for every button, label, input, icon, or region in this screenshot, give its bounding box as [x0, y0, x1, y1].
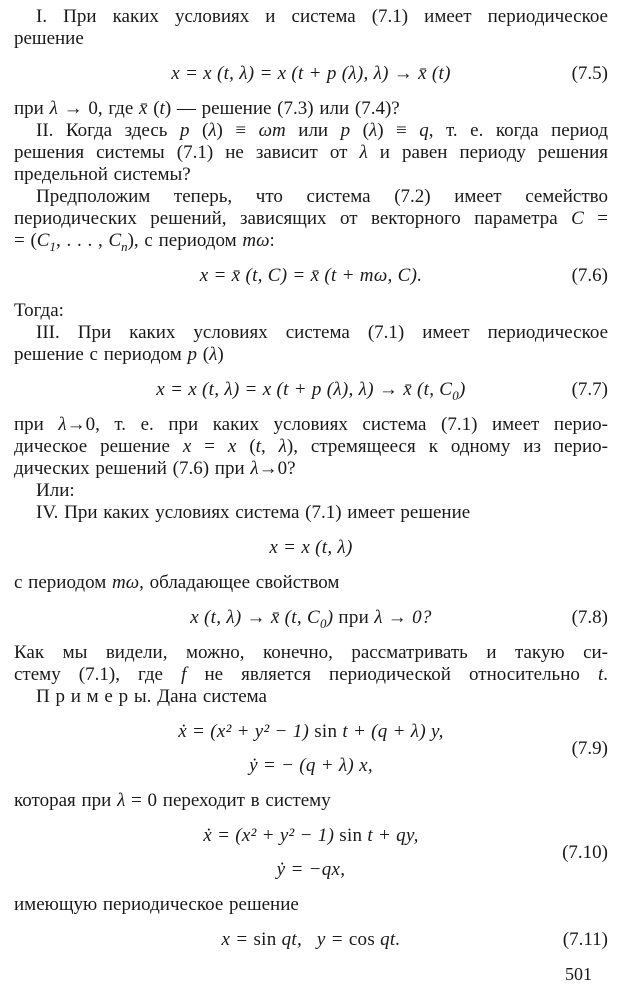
equation-number: (7.7)	[571, 379, 608, 400]
text-line: при λ→0, т. е. при каких условиях система (7.1) имеет перио-	[14, 414, 608, 435]
paragraph	[14, 894, 608, 916]
formula-math: x = x̄ (t, C) = x̄ (t + mω, C).	[199, 265, 423, 286]
display-formula	[14, 721, 608, 777]
equation-number: (7.8)	[571, 607, 608, 628]
display-formula	[14, 929, 608, 951]
formula-math: ẏ = − (q + λ) x,	[249, 755, 373, 776]
paragraph	[14, 186, 608, 252]
text-line: стему (7.1), где f не является периодической относительно t.	[14, 664, 609, 685]
page-number: 501	[565, 964, 592, 984]
formula-math: ẋ = (x² + y² − 1) sin t + (q + λ) y,	[178, 721, 444, 742]
text-line: решение	[14, 28, 84, 49]
formula-math: ẋ = (x² + y² − 1) sin t + qy,	[203, 825, 419, 846]
text-line: II. Когда здесь p (λ) ≡ ωm или p (λ) ≡ q, т. е. когда период	[36, 120, 608, 141]
paragraph	[14, 98, 608, 120]
formula-math: x = sin qt, y = cos qt.	[221, 929, 401, 950]
paragraph	[14, 502, 608, 524]
paragraph	[14, 480, 608, 502]
equation-number: (7.5)	[571, 63, 608, 84]
equation-number: (7.11)	[562, 929, 608, 950]
text-line: Предположим теперь, что система (7.2) имеет семейство	[36, 186, 608, 207]
paragraph	[14, 642, 608, 686]
text-line: с периодом mω, обладающее свойством	[14, 572, 340, 593]
display-formula	[14, 825, 608, 881]
text-line: решения системы (7.1) не зависит от λ и равен периоду решения	[14, 142, 608, 163]
paragraph	[14, 572, 608, 594]
text-line: Тогда:	[14, 300, 64, 321]
text-line: I. При каких условиях и система (7.1) имеет периодическое	[36, 6, 608, 27]
text-line: III. При каких условиях система (7.1) имеет периодическое	[36, 322, 608, 343]
text-line: = ($C_1$, . . . , $C_n$), с периодом mω:	[14, 230, 275, 254]
display-formula	[14, 63, 608, 85]
equation-number: (7.9)	[571, 738, 608, 759]
text-line: П р и м е р ы. Дана система	[36, 686, 267, 707]
text-line: при λ → 0, где x̄ (t) — решение (7.3) или (7.4)?	[14, 98, 400, 119]
paragraph	[14, 6, 608, 50]
formula-math: x = x (t, λ)	[269, 537, 353, 558]
display-formula	[14, 379, 608, 401]
text-line: имеющую периодическое решение	[14, 894, 299, 915]
display-formula	[14, 537, 608, 559]
paragraph	[14, 414, 608, 480]
paragraph	[14, 790, 608, 812]
display-formula	[14, 607, 608, 629]
formula-math: ẏ = −qx,	[276, 859, 346, 880]
text-line: дическое решение x = x (t, λ), стремящееся к одному из перио-	[14, 436, 609, 457]
formula-math: x = x (t, λ) = x (t + p (λ), λ) → x̄ (t)	[171, 63, 451, 84]
paragraph	[14, 322, 608, 366]
paragraph	[14, 120, 608, 186]
formula-math: x = x (t, λ) = x (t + p (λ), λ) → x̄ (t, $C_0$)	[156, 379, 466, 403]
text-line: дических решений (7.6) при λ→0?	[14, 458, 296, 479]
equation-number: (7.10)	[562, 842, 608, 863]
display-formula	[14, 265, 608, 287]
text-line: периодических решений, зависящих от векторного параметра C =	[14, 208, 608, 229]
text-line: Или:	[36, 480, 75, 501]
text-line: предельной системы?	[14, 164, 191, 185]
page-content	[14, 6, 608, 951]
text-line: которая при λ = 0 переходит в систему	[14, 790, 331, 811]
equation-number: (7.6)	[571, 265, 608, 286]
formula-math: x (t, λ) → x̄ (t, $C_0$) при λ → 0?	[190, 607, 432, 631]
paragraph	[14, 300, 608, 322]
text-line: решение с периодом p (λ)	[14, 344, 224, 365]
paragraph	[14, 686, 608, 708]
text-line: Как мы видели, можно, конечно, рассматривать и такую си-	[14, 642, 608, 663]
text-line: IV. При каких условиях система (7.1) имеет решение	[36, 502, 471, 523]
